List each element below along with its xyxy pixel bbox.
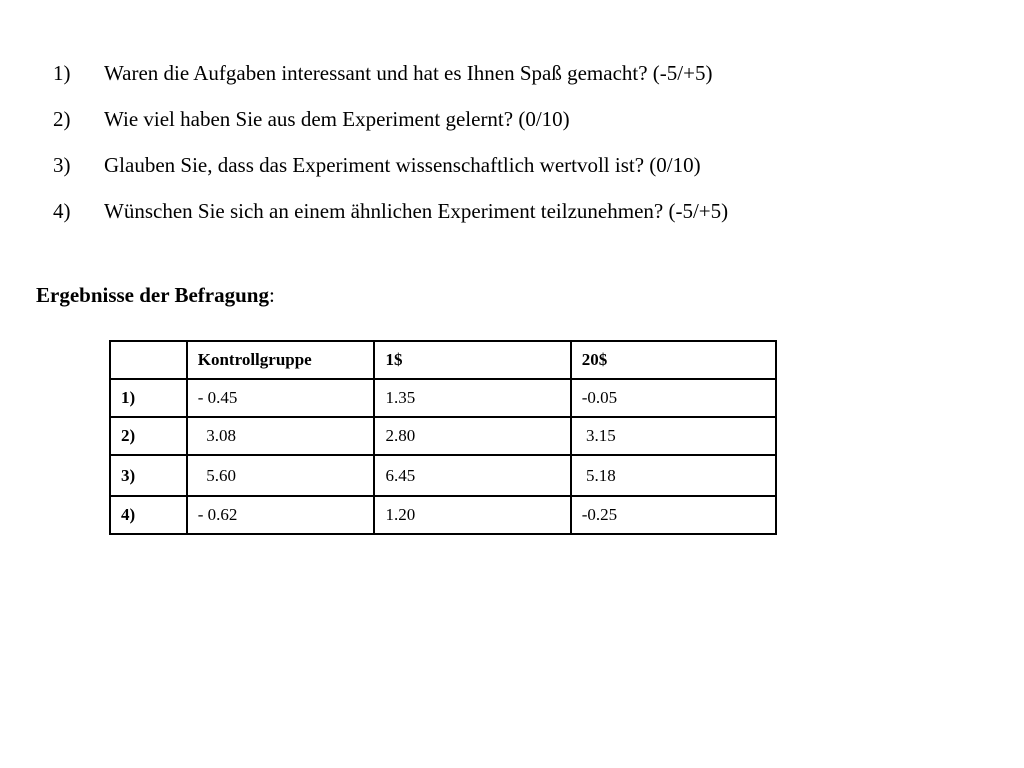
table-cell: 6.45 xyxy=(374,455,570,496)
question-text: Waren die Aufgaben interessant und hat es Ihnen Spaß gemacht? (-5/+5) xyxy=(104,61,713,85)
question-text: Wie viel haben Sie aus dem Experiment gelernt? (0/10) xyxy=(104,107,570,131)
table-row xyxy=(110,496,776,534)
table-header-20-dollar: 20$ xyxy=(571,341,776,379)
results-heading-text: Ergebnisse der Befragung xyxy=(36,283,269,307)
question-number: 3) xyxy=(53,153,71,177)
table-cell: 1.35 xyxy=(374,379,570,417)
table-row-label: 4) xyxy=(110,496,187,534)
table-cell: -0.25 xyxy=(571,496,776,534)
table-header-row xyxy=(110,341,776,379)
results-heading xyxy=(36,280,275,310)
table-cell: 1.20 xyxy=(374,496,570,534)
table-row-label: 2) xyxy=(110,417,187,455)
question-text: Glauben Sie, dass das Experiment wissenschaftlich wertvoll ist? (0/10) xyxy=(104,153,701,177)
table-cell: 3.15 xyxy=(571,417,776,455)
table-header-kontrollgruppe: Kontrollgruppe xyxy=(187,341,375,379)
results-heading-colon: : xyxy=(268,283,275,307)
question-number: 2) xyxy=(53,107,71,131)
table-cell: 3.08 xyxy=(187,417,375,455)
table-row-label: 3) xyxy=(110,455,187,496)
question-number: 4) xyxy=(53,199,71,223)
table-cell: 2.80 xyxy=(374,417,570,455)
table-cell: - 0.62 xyxy=(187,496,375,534)
table-header-empty xyxy=(110,341,187,379)
table-row xyxy=(110,455,776,496)
question-number: 1) xyxy=(53,61,71,85)
table-row xyxy=(110,379,776,417)
table-cell: 5.60 xyxy=(187,455,375,496)
question-text: Wünschen Sie sich an einem ähnlichen Experiment teilzunehmen? (-5/+5) xyxy=(104,199,729,223)
table-cell: -0.05 xyxy=(571,379,776,417)
table-row xyxy=(110,417,776,455)
table-cell: - 0.45 xyxy=(187,379,375,417)
table-row-label: 1) xyxy=(110,379,187,417)
table-header-1-dollar: 1$ xyxy=(374,341,570,379)
results-table xyxy=(109,340,777,535)
table-cell: 5.18 xyxy=(571,455,776,496)
